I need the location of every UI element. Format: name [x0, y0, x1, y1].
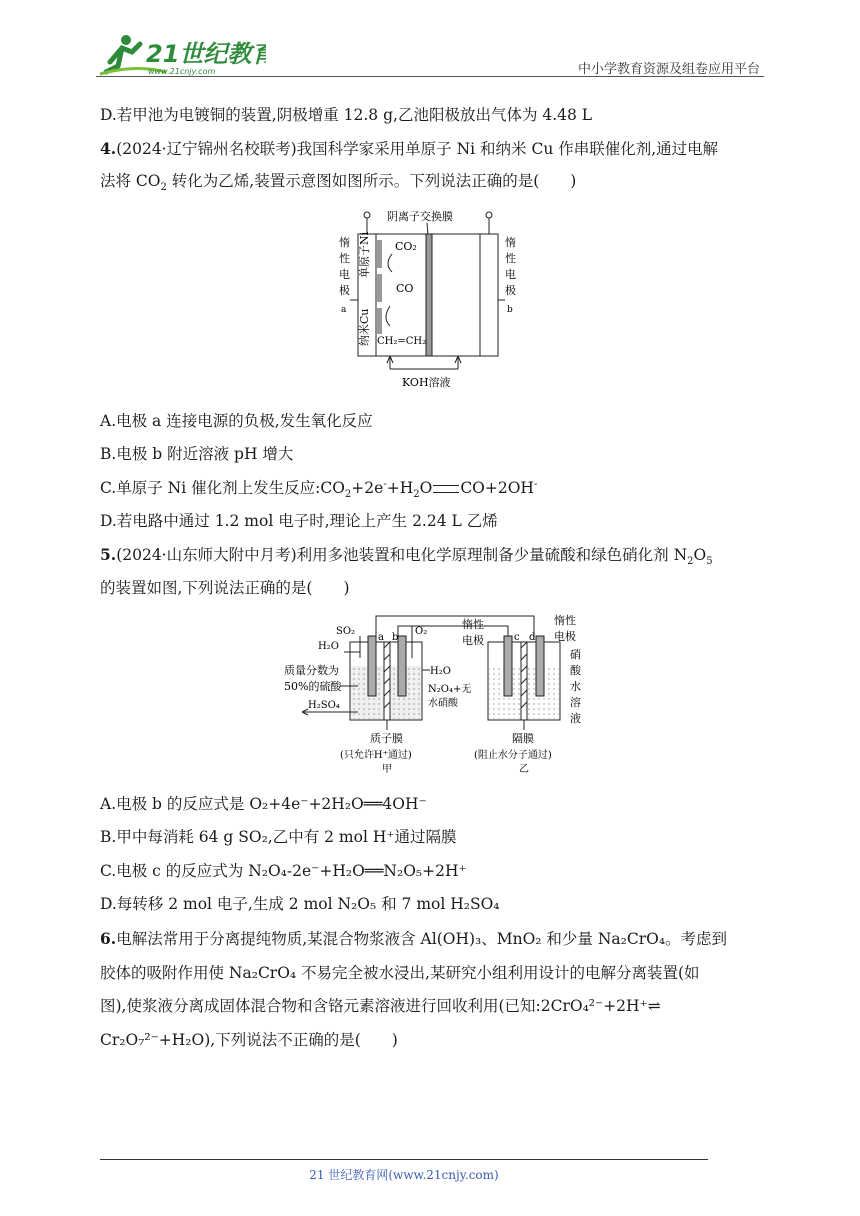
footer-divider: [100, 1159, 708, 1160]
svg-text:c: c: [514, 632, 520, 643]
koh-label: KOH溶液: [402, 376, 451, 389]
ni-catalyst-label: 单原子Ni: [358, 231, 371, 278]
svg-text:性: 性: [339, 252, 350, 265]
q4-option-b: B.电极 b 附近溶液 pH 增大: [100, 445, 294, 463]
q6-line1: 6.电解法常用于分离提纯物质,某混合物浆液含 Al(OH)₃、MnO₂ 和少量 Na₂CrO₄。考虑到: [100, 929, 728, 948]
q5-option-a: A.电极 b 的反应式是 O₂+4e⁻+2H₂O══4OH⁻: [100, 795, 427, 813]
footer-text: 21 世纪教育网(www.21cnjy.com): [309, 1168, 499, 1182]
svg-text:惰: 惰: [339, 236, 350, 249]
q6-line4: Cr₂O₇²⁻+H₂O),下列说法不正确的是( ): [100, 1031, 398, 1049]
q6-line2: 胶体的吸附作用使 Na₂CrO₄ 不易完全被水浸出,某研究小组利用设计的电解分离装置(如: [100, 964, 700, 982]
svg-text:SO₂: SO₂: [336, 626, 356, 637]
svg-text:性: 性: [505, 252, 516, 265]
header-divider: [96, 76, 764, 77]
q3-option-d: D.若甲池为电镀铜的装置,阴极增重 12.8 g,乙池阳极放出气体为 4.48 L: [100, 106, 593, 124]
svg-text:a: a: [378, 632, 384, 643]
q5-stem-line2: 的装置如图,下列说法正确的是( ): [100, 579, 350, 597]
svg-text:甲: 甲: [382, 764, 392, 775]
q5-option-c: C.电极 c 的反应式为 N₂O₄-2e⁻+H₂O══N₂O₅+2H⁺: [100, 862, 467, 880]
q5-stem-line1: 5.(2024·山东师大附中月考)利用多池装置和电化学原理制备少量硫酸和绿色硝化剂 $N_2O_5$: [100, 545, 713, 568]
svg-text:极: 极: [339, 284, 350, 297]
svg-text:极: 极: [505, 284, 516, 297]
svg-text:H₂O: H₂O: [430, 666, 451, 677]
svg-text:惰性: 惰性: [462, 618, 484, 631]
svg-text:电极: 电极: [462, 634, 484, 647]
q5-option-b: B.甲中每消耗 64 g SO₂,乙中有 2 mol H⁺通过隔膜: [100, 828, 457, 846]
svg-text:50%的硫酸: 50%的硫酸: [284, 680, 342, 693]
svg-text:(阻止水分子通过): (阻止水分子通过): [474, 750, 552, 761]
svg-text:a: a: [341, 305, 347, 315]
q4-stem1: (2024·辽宁锦州名校联考)我国科学家采用单原子 Ni 和纳米 Cu 作串联催化剂,通过电解: [116, 140, 719, 158]
svg-text:d: d: [529, 632, 536, 643]
svg-text:H₂SO₄: H₂SO₄: [308, 700, 340, 711]
logo-url: www.21cnjy.com: [148, 67, 216, 76]
platform-name: 中小学教育资源及组卷应用平台: [577, 62, 760, 77]
svg-text:液: 液: [570, 712, 581, 725]
svg-text:硝: 硝: [570, 648, 581, 661]
svg-text:质量分数为: 质量分数为: [284, 664, 339, 677]
svg-text:溶: 溶: [570, 696, 581, 709]
svg-text:隔膜: 隔膜: [512, 732, 534, 745]
svg-text:水: 水: [570, 680, 581, 693]
svg-text:酸: 酸: [570, 664, 581, 677]
svg-text:惰: 惰: [505, 236, 516, 249]
q4-option-a: A.电极 a 连接电源的负极,发生氧化反应: [100, 412, 373, 430]
svg-text:b: b: [392, 632, 399, 643]
svg-text:乙: 乙: [519, 764, 529, 775]
svg-text:O₂: O₂: [415, 626, 428, 637]
q5-multicell-diagram: [278, 608, 598, 778]
q4-option-d: D.若电路中通过 1.2 mol 电子时,理论上产生 2.24 L 乙烯: [100, 512, 498, 530]
q4-stem-line1: [100, 138, 718, 160]
q4-option-c: C.单原子 Ni 催化剂上发生反应$:CO_2+2e^-+H_2O$ CO+2OH-: [100, 478, 538, 501]
ethylene-label: CH₂=CH₂: [377, 336, 427, 347]
q4-electrolysis-diagram: [330, 206, 530, 392]
q6-line3: 图),使浆液分离成固体混合物和含铬元素溶液进行回收利用(已知:2CrO₄²⁻+2H⁺⇌: [100, 997, 661, 1015]
svg-text:电: 电: [505, 268, 516, 281]
svg-text:质子膜: 质子膜: [370, 732, 403, 745]
site-logo: [96, 28, 266, 80]
svg-text:N₂O₄+无: N₂O₄+无: [428, 684, 472, 695]
svg-text:电极: 电极: [554, 630, 576, 643]
cu-catalyst-label: 纳米Cu: [358, 308, 371, 346]
q4-number: 4.: [100, 139, 117, 158]
svg-text:电: 电: [339, 268, 350, 281]
q4-stem-line2: 法将 $CO_2$ 转化为乙烯,装置示意图如图所示。下列说法正确的是( ): [100, 172, 577, 194]
co2-label: CO₂: [395, 240, 417, 253]
svg-text:(只允许H⁺通过): (只允许H⁺通过): [340, 750, 412, 761]
svg-text:b: b: [507, 305, 513, 315]
svg-text:H₂O: H₂O: [318, 641, 339, 652]
svg-text:水硝酸: 水硝酸: [428, 698, 458, 709]
q5-option-d: D.每转移 2 mol 电子,生成 2 mol N₂O₅ 和 7 mol H₂SO₄: [100, 895, 500, 913]
logo-text: 21世纪教育: [146, 40, 266, 68]
svg-text:惰性: 惰性: [554, 614, 576, 627]
co-label: CO: [396, 282, 414, 295]
membrane-label: 阴离子交换膜: [387, 210, 453, 223]
